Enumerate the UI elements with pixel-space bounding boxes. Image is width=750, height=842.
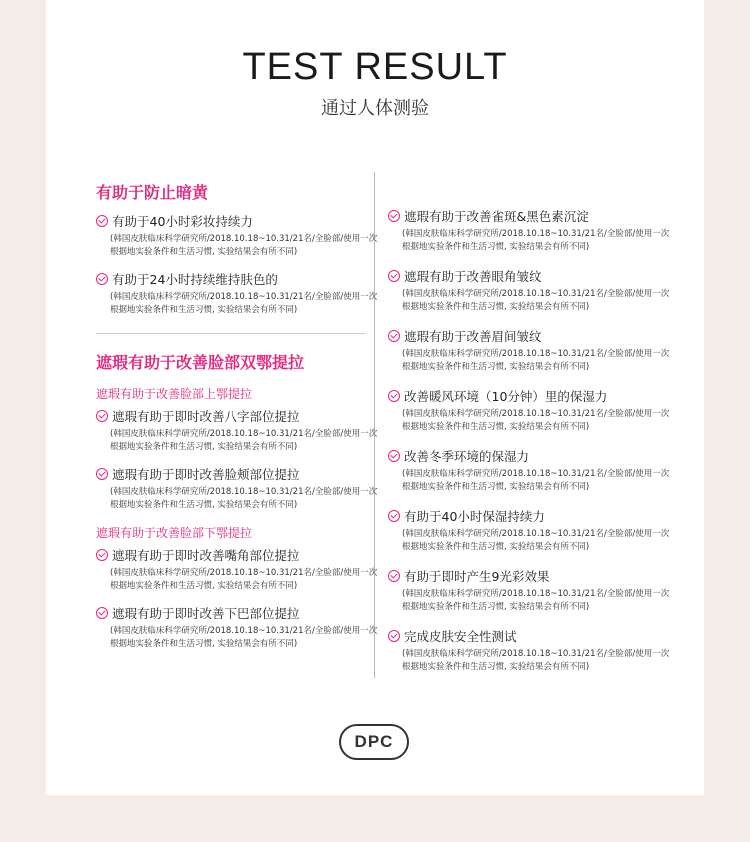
item-label: 遮瑕有助于改善眉间皱纹 — [404, 329, 542, 344]
item-label: 遮瑕有助于改善雀斑&黑色素沉淀 — [404, 209, 589, 224]
item-note: (韩国皮肤临床科学研究所/2018.10.18~10.31/21名/全脸部/使用一次根据地实验条件和生活习惯, 实验结果会有所不同) — [402, 649, 670, 672]
item-label: 完成皮肤安全性测试 — [404, 629, 517, 644]
check-circle-icon — [388, 630, 400, 642]
item-note: (韩国皮肤临床科学研究所/2018.10.18~10.31/21名/全脸部/使用一次根据地实验条件和生活习惯, 实验结果会有所不同) — [110, 568, 378, 591]
item-note: (韩国皮肤临床科学研究所/2018.10.18~10.31/21名/全脸部/使用一次根据地实验条件和生活习惯, 实验结果会有所不同) — [110, 487, 378, 510]
item-label: 改善冬季环境的保湿力 — [404, 449, 530, 464]
item-label: 有助于40小时彩妆持续力 — [112, 214, 253, 229]
left-column — [96, 178, 416, 661]
subsection-title-lower: 遮瑕有助于改善脸部下鄂提拉 — [96, 526, 253, 540]
list-item — [388, 386, 668, 434]
item-label: 遮瑕有助于即时改善嘴角部位提拉 — [112, 548, 300, 563]
check-circle-icon — [388, 450, 400, 462]
brand-logo — [339, 724, 409, 760]
item-note: (韩国皮肤临床科学研究所/2018.10.18~10.31/21名/全脸部/使用一次根据地实验条件和生活习惯, 实验结果会有所不同) — [110, 429, 378, 452]
item-note: (韩国皮肤临床科学研究所/2018.10.18~10.31/21名/全脸部/使用一次根据地实验条件和生活习惯, 实验结果会有所不同) — [402, 469, 670, 492]
list-item — [96, 545, 416, 593]
list-item — [96, 269, 416, 317]
item-label: 有助于40小时保湿持续力 — [404, 509, 545, 524]
item-label: 有助于即时产生9光彩效果 — [404, 569, 550, 584]
logo-text: DPC — [354, 732, 394, 751]
item-note: (韩国皮肤临床科学研究所/2018.10.18~10.31/21名/全脸部/使用一次根据地实验条件和生活习惯, 实验结果会有所不同) — [402, 289, 670, 312]
check-circle-icon — [388, 510, 400, 522]
list-item — [388, 506, 668, 554]
item-note: (韩国皮肤临床科学研究所/2018.10.18~10.31/21名/全脸部/使用一次根据地实验条件和生活习惯, 实验结果会有所不同) — [402, 589, 670, 612]
check-circle-icon — [388, 270, 400, 282]
item-label: 遮瑕有助于即时改善八字部位提拉 — [112, 409, 300, 424]
list-item — [388, 206, 668, 254]
check-circle-icon — [388, 330, 400, 342]
list-item — [388, 626, 668, 674]
page-subtitle: 通过人体测验 — [321, 98, 429, 119]
check-circle-icon — [388, 390, 400, 402]
list-item — [388, 266, 668, 314]
item-note: (韩国皮肤临床科学研究所/2018.10.18~10.31/21名/全脸部/使用一次根据地实验条件和生活习惯, 实验结果会有所不同) — [110, 234, 378, 257]
list-item — [96, 603, 416, 651]
item-label: 遮瑕有助于改善眼角皱纹 — [404, 269, 542, 284]
check-circle-icon — [96, 549, 108, 561]
item-label: 遮瑕有助于即时改善下巴部位提拉 — [112, 606, 300, 621]
item-note: (韩国皮肤临床科学研究所/2018.10.18~10.31/21名/全脸部/使用一次根据地实验条件和生活习惯, 实验结果会有所不同) — [402, 229, 670, 252]
check-circle-icon — [96, 607, 108, 619]
item-note: (韩国皮肤临床科学研究所/2018.10.18~10.31/21名/全脸部/使用一次根据地实验条件和生活习惯, 实验结果会有所不同) — [110, 626, 378, 649]
list-item — [96, 464, 416, 512]
list-item — [388, 566, 668, 614]
section-divider — [96, 333, 366, 334]
item-note: (韩国皮肤临床科学研究所/2018.10.18~10.31/21名/全脸部/使用一次根据地实验条件和生活习惯, 实验结果会有所不同) — [402, 409, 670, 432]
item-note: (韩国皮肤临床科学研究所/2018.10.18~10.31/21名/全脸部/使用一次根据地实验条件和生活习惯, 实验结果会有所不同) — [402, 529, 670, 552]
check-circle-icon — [388, 570, 400, 582]
list-item — [388, 446, 668, 494]
check-circle-icon — [96, 468, 108, 480]
item-note: (韩国皮肤临床科学研究所/2018.10.18~10.31/21名/全脸部/使用一次根据地实验条件和生活习惯, 实验结果会有所不同) — [402, 349, 670, 372]
right-column — [388, 206, 668, 686]
item-label: 有助于24小时持续维持肤色的 — [112, 272, 278, 287]
check-circle-icon — [96, 410, 108, 422]
page-title: TEST RESULT — [242, 46, 508, 88]
result-card — [46, 0, 704, 795]
list-item — [96, 211, 416, 259]
subsection-title-upper: 遮瑕有助于改善脸部上鄂提拉 — [96, 387, 253, 401]
check-circle-icon — [96, 273, 108, 285]
item-note: (韩国皮肤临床科学研究所/2018.10.18~10.31/21名/全脸部/使用一次根据地实验条件和生活习惯, 实验结果会有所不同) — [110, 292, 378, 315]
section-title-lift: 遮瑕有助于改善脸部双鄂提拉 — [96, 353, 305, 372]
check-circle-icon — [96, 215, 108, 227]
check-circle-icon — [388, 210, 400, 222]
item-label: 遮瑕有助于即时改善脸颊部位提拉 — [112, 467, 300, 482]
list-item — [388, 326, 668, 374]
section-title-dullness: 有助于防止暗黄 — [96, 183, 209, 202]
item-label: 改善暖风环境（10分钟）里的保湿力 — [404, 389, 608, 404]
list-item — [96, 406, 416, 454]
